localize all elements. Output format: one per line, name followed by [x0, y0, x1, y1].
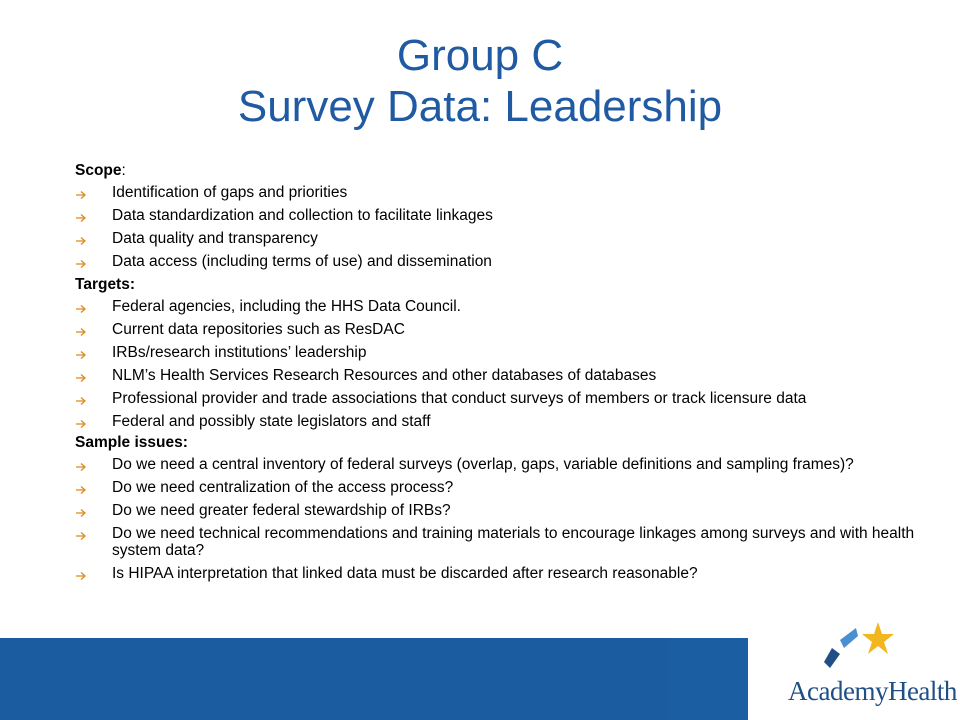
scope-list	[75, 184, 945, 270]
right-arrow-icon	[75, 483, 87, 495]
list-item	[75, 367, 945, 384]
scope-heading-label: Scope	[75, 162, 122, 179]
list-item-text: Do we need centralization of the access process?	[112, 479, 454, 496]
list-item	[75, 321, 945, 338]
slide-title	[0, 30, 960, 132]
title-line-1: Group C	[396, 31, 564, 80]
list-item-text: NLM’s Health Services Research Resources and other databases of databases	[112, 367, 657, 384]
slide-body	[75, 162, 945, 588]
sample-issues-heading: Sample issues:	[75, 434, 188, 451]
logo-swoosh-dark	[824, 648, 840, 668]
list-item	[75, 207, 945, 224]
right-arrow-icon	[75, 325, 87, 337]
list-item	[75, 253, 945, 270]
scope-heading-colon: :	[121, 162, 126, 179]
logo-swoosh-light	[840, 628, 858, 648]
list-item	[75, 565, 945, 582]
list-item	[75, 184, 945, 201]
right-arrow-icon	[75, 460, 87, 472]
title-line-2: Survey Data: Leadership	[237, 82, 723, 131]
list-item	[75, 413, 945, 430]
list-item-text: IRBs/research institutions’ leadership	[112, 344, 367, 361]
right-arrow-icon	[75, 394, 87, 406]
list-item	[75, 502, 945, 519]
list-item	[75, 344, 945, 361]
right-arrow-icon	[75, 211, 87, 223]
footer-bar	[0, 638, 748, 720]
star-burst-icon	[760, 618, 950, 678]
list-item-text: Do we need technical recommendations and training materials to encourage linkages among surveys and with health system data?	[112, 525, 915, 559]
list-item-text: Data standardization and collection to facilitate linkages	[112, 207, 493, 224]
right-arrow-icon	[75, 371, 87, 383]
scope-heading	[75, 162, 945, 179]
sample-issues-list	[75, 456, 945, 582]
logo-wordmark: AcademyHealth	[788, 676, 957, 706]
right-arrow-icon	[75, 302, 87, 314]
list-item-text: Professional provider and trade associations that conduct surveys of members or track licensure data	[112, 390, 807, 407]
targets-heading: Targets:	[75, 276, 136, 293]
right-arrow-icon	[75, 348, 87, 360]
right-arrow-icon	[75, 234, 87, 246]
list-item-text: Do we need greater federal stewardship of IRBs?	[112, 502, 451, 519]
list-item-text: Identification of gaps and priorities	[112, 184, 348, 201]
right-arrow-icon	[75, 569, 87, 581]
targets-list	[75, 298, 945, 430]
list-item-text: Data quality and transparency	[112, 230, 318, 247]
list-item-text: Current data repositories such as ResDAC	[112, 321, 405, 338]
right-arrow-icon	[75, 506, 87, 518]
list-item-text: Federal and possibly state legislators and staff	[112, 413, 431, 430]
list-item-text: Data access (including terms of use) and dissemination	[112, 253, 492, 270]
footer-bar-shade	[0, 638, 668, 720]
list-item	[75, 298, 945, 315]
academyhealth-logo	[760, 618, 957, 718]
right-arrow-icon	[75, 188, 87, 200]
list-item	[75, 230, 945, 247]
right-arrow-icon	[75, 257, 87, 269]
list-item	[75, 525, 945, 559]
list-item-text: Is HIPAA interpretation that linked data must be discarded after research reasonable?	[112, 565, 698, 582]
list-item	[75, 390, 945, 407]
logo-star	[862, 622, 894, 654]
right-arrow-icon	[75, 529, 87, 541]
list-item	[75, 456, 945, 473]
list-item	[75, 479, 945, 496]
right-arrow-icon	[75, 417, 87, 429]
list-item-text: Do we need a central inventory of federal surveys (overlap, gaps, variable definitions and sampling frames)?	[112, 456, 854, 473]
list-item-text: Federal agencies, including the HHS Data Council.	[112, 298, 461, 315]
